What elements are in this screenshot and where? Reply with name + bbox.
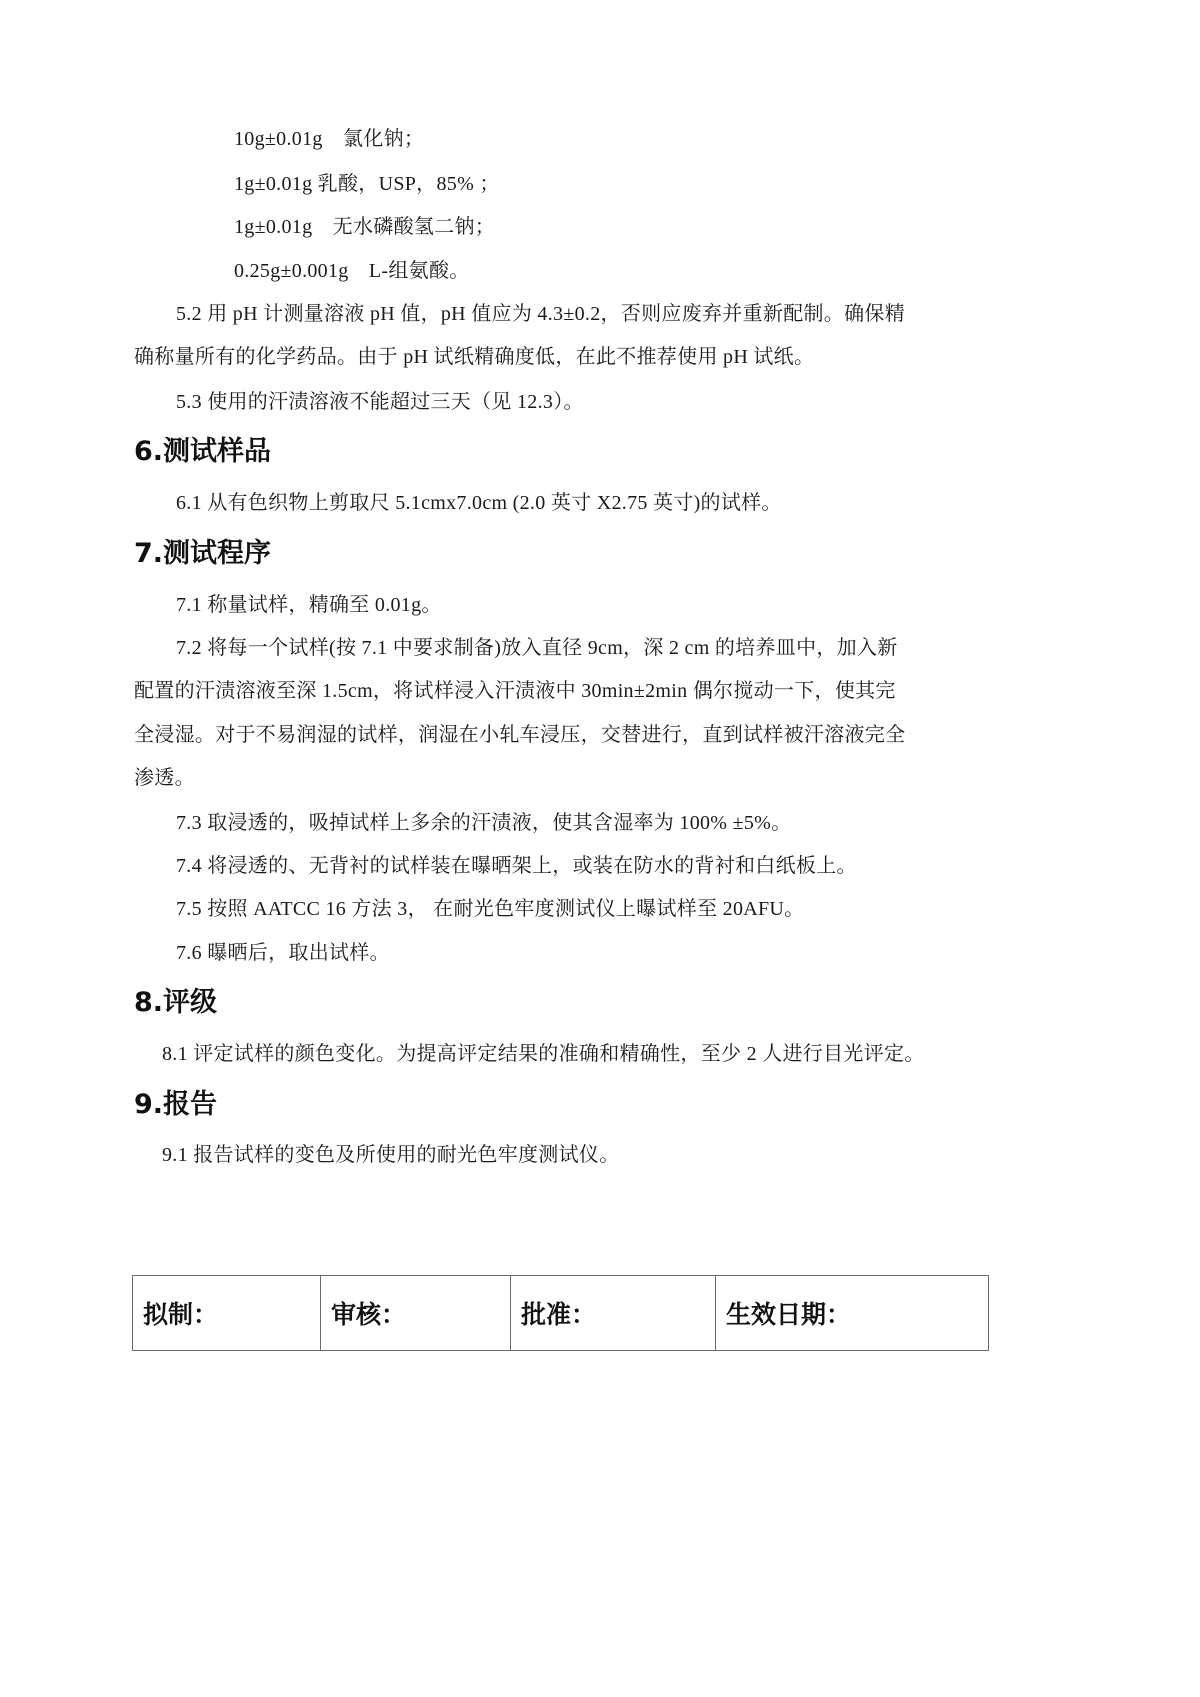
paragraph-5-2-line-2: 确称量所有的化学药品。由于 pH 试纸精确度低，在此不推荐使用 pH 试纸。 (134, 346, 815, 368)
paragraph-7-2-line-3: 全浸湿。对于不易润湿的试样，润湿在小轧车浸压，交替进行，直到试样被汗溶液完全 (134, 724, 906, 746)
reagent-sodium-chloride: 10g±0.01g 氯化钠； (234, 128, 425, 150)
paragraph-7-3: 7.3 取浸透的，吸掉试样上多余的汗渍液，使其含湿率为 100% ±5%。 (176, 812, 792, 834)
effective-date-cell: 生效日期： (716, 1276, 989, 1351)
paragraph-7-6: 7.6 曝晒后，取出试样。 (176, 942, 390, 964)
section-heading-6: 6.测试样品 (134, 436, 272, 467)
paragraph-5-2-line-1: 5.2 用 pH 计测量溶液 pH 值，pH 值应为 4.3±0.2，否则应废弃并重新配制。确保精 (176, 303, 906, 325)
paragraph-7-4: 7.4 将浸透的、无背衬的试样装在曝晒架上，或装在防水的背衬和白纸板上。 (176, 855, 857, 877)
reagent-histidine: 0.25g±0.001g L-组氨酸。 (234, 260, 470, 282)
paragraph-8-1: 8.1 评定试样的颜色变化。为提高评定结果的准确和精确性，至少 2 人进行目光评定。 (162, 1043, 925, 1065)
paragraph-6-1: 6.1 从有色织物上剪取尺 5.1cmx7.0cm (2.0 英寸 X2.75 英寸)的试样。 (176, 492, 782, 514)
paragraph-7-5: 7.5 按照 AATCC 16 方法 3， 在耐光色牢度测试仪上曝试样至 20AFU。 (176, 898, 805, 920)
reagent-lactic-acid: 1g±0.01g 乳酸，USP，85% ； (234, 173, 500, 195)
section-heading-7: 7.测试程序 (134, 538, 272, 569)
signature-table (132, 1275, 989, 1351)
approved-by-cell: 批准： (511, 1276, 716, 1351)
reagent-disodium-phosphate: 1g±0.01g 无水磷酸氢二钠； (234, 216, 496, 238)
paragraph-7-1: 7.1 称量试样，精确至 0.01g。 (176, 594, 442, 616)
paragraph-5-3: 5.3 使用的汗渍溶液不能超过三天（见 12.3）。 (176, 391, 584, 413)
reviewed-by-cell: 审核： (321, 1276, 511, 1351)
signature-row (133, 1276, 989, 1351)
section-heading-9: 9.报告 (134, 1089, 218, 1120)
paragraph-7-2-line-2: 配置的汗渍溶液至深 1.5cm，将试样浸入汗渍液中 30min±2min 偶尔搅动一下，使其完 (134, 680, 896, 702)
paragraph-7-2-line-1: 7.2 将每一个试样(按 7.1 中要求制备)放入直径 9cm，深 2 cm 的培养皿中，加入新 (176, 637, 898, 659)
section-heading-8: 8.评级 (134, 987, 218, 1018)
paragraph-9-1: 9.1 报告试样的变色及所使用的耐光色牢度测试仪。 (162, 1144, 620, 1166)
paragraph-7-2-line-4: 渗透。 (134, 767, 195, 789)
drafted-by-cell: 拟制： (133, 1276, 321, 1351)
